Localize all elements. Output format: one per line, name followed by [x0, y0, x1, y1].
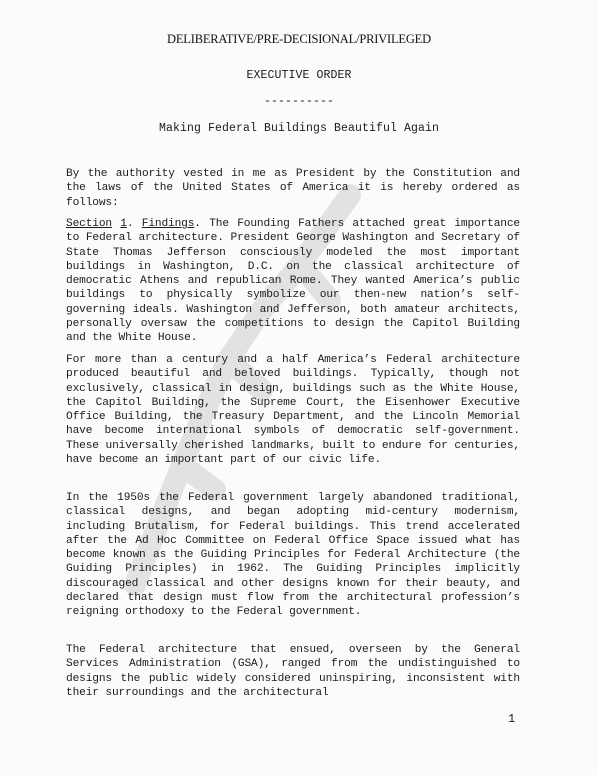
section-number: 1 [120, 218, 127, 230]
preamble-paragraph: By the authority vested in me as President by the Constitution and the laws of the United States of America it is hereby ordered as follows: [66, 168, 520, 209]
section-1-text: . The Founding Fathers attached great importance to Federal architecture. President George Washington and Secretary of State Thomas Jefferson consciously modeled the most important buildings in Washington, D.C. on the classical architecture of democratic Athens and republican Rome. They wanted America’s public buildings to physically symbolize our then-new nation’s self-governing ideals. Washington and Jefferson, both amateur architects, personally oversaw the competitions to design the Capitol Building and the White House. [66, 218, 520, 345]
page-number: 1 [508, 712, 516, 726]
classification-marking: DELIBERATIVE/PRE-DECISIONAL/PRIVILEGED [167, 32, 431, 46]
section-1-paragraph: Section 1. Findings. The Founding Fathers attached great importance to Federal architecture. President George Washington and Secretary of State Thomas Jefferson consciously modeled the most important buildings in Washington, D.C. on the classical architecture of democratic Athens and republican Rome. They wanted America’s public buildings to physically symbolize our then-new nation’s self-governing ideals. Washington and Jefferson, both amateur architects, personally oversaw the competitions to design the Capitol Building and the White House. [66, 218, 520, 345]
paragraph-2: For more than a century and a half America’s Federal architecture produced beautiful and beloved buildings. Typically, though not exclusively, classical in design, buildings such as the White House, the Capitol Building, the Supreme Court, the Eisenhower Executive Office Building, the Treasury Department, and the Lincoln Memorial have become international symbols of democratic self-government. These universally cherished landmarks, built to endure for centuries, have become an important part of our civic life. [66, 354, 520, 467]
section-label: Section [66, 218, 112, 230]
paragraph-4: The Federal architecture that ensued, overseen by the General Services Administration (GSA), ranged from the undistinguished to designs the public widely considered uninspiring, inconsistent with their surroundings and the architectural [66, 644, 520, 699]
document-type: EXECUTIVE ORDER [246, 69, 352, 82]
order-title: Making Federal Buildings Beautiful Again [158, 122, 440, 135]
separator-line: ---------- [263, 95, 334, 108]
paragraph-3: In the 1950s the Federal government largely abandoned traditional, classical designs, and began adopting mid-century modernism, including Brutalism, for Federal buildings. This trend accelerated after the Ad Hoc Committee on Federal Office Space issued what has become known as the Guiding Principles for Federal Architecture (the Guiding Principles) in 1962. The Guiding Principles implicitly discouraged classical and other designs known for their beauty, and declared that design must flow from the architectural profession’s reigning orthodoxy to the Federal government. [66, 492, 520, 619]
section-heading: Findings [141, 218, 195, 230]
